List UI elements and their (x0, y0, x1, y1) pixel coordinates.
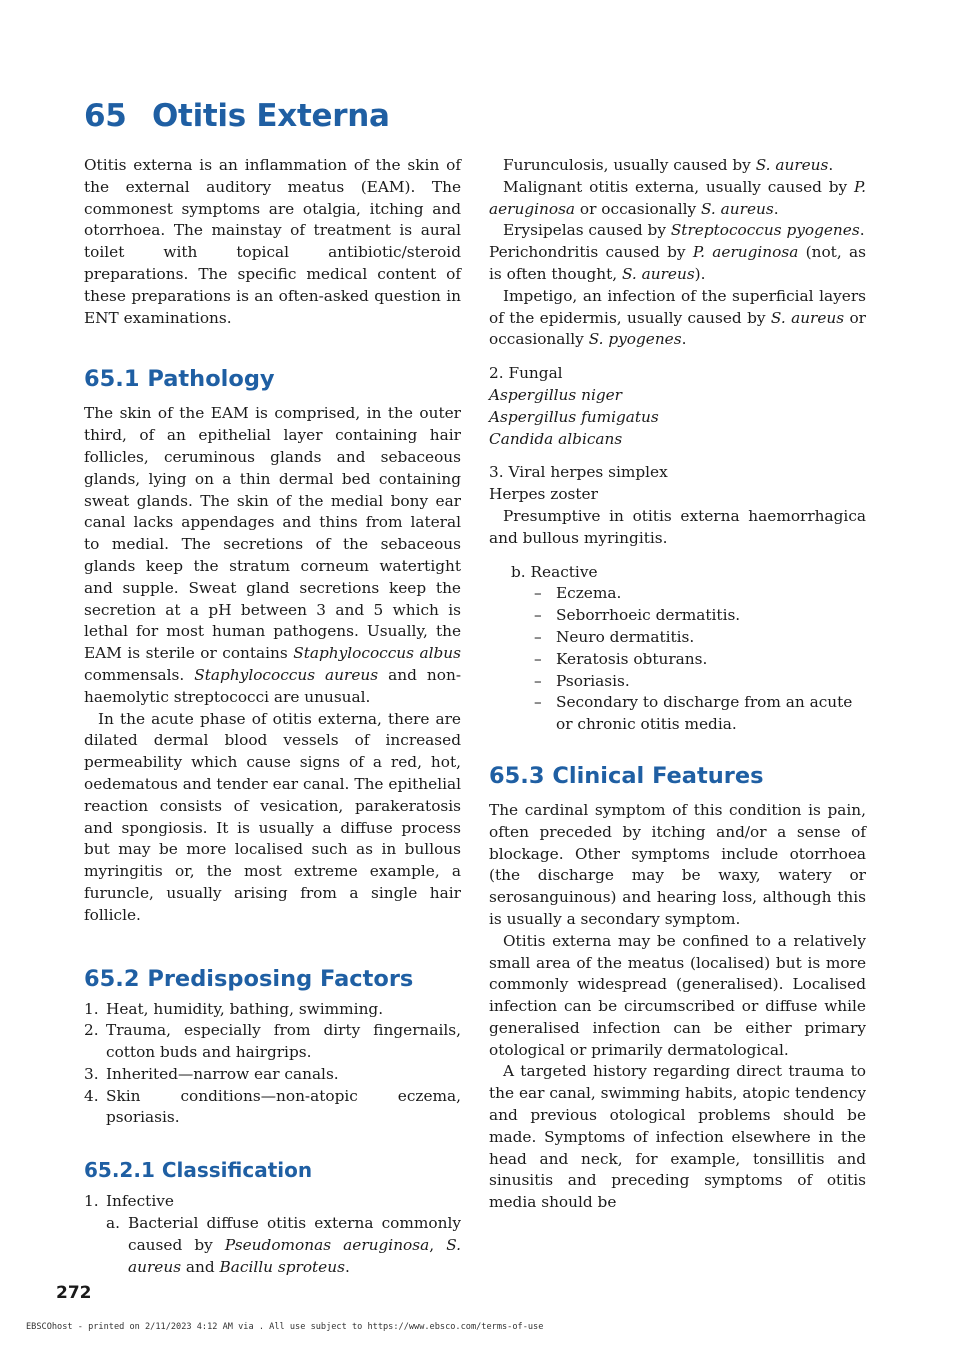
fungal-item: Aspergillus niger (489, 385, 622, 404)
list-item: 1. Infective (84, 1192, 174, 1211)
clinical-paragraph-3: A targeted history regarding direct trauma to the ear canal, swimming habits, atopic tendency and previous otological problems should be made. Symptoms of infection elsewhere in the head and neck, for example, tonsillitis and sinusitis and preceding symptoms of otitis media should be (489, 1062, 866, 1212)
section-heading-pathology: 65.1 Pathology (84, 366, 275, 393)
fungal-item: Aspergillus fumigatus (489, 407, 659, 426)
pathology-paragraph-1: The skin of the EAM is comprised, in the outer third, of an epithelial layer containing hair follicles, ceruminous glands and sebaceous glands, lying on a thin dermal bed containing sweat glands. The skin of the medial bony ear canal lacks appendages and thins from lateral to medial. The secretions of the sebaceous glands keep the stratum corneum watertight and supple. Sweat gland secretions keep the secretion at a pH between 3 and 5 which is lethal for most human pathogens. Usually, the EAM is sterile or contains Staphylococcus albus commensals. Staphylococcus aureus and non-haemolytic streptococci are unusual. (84, 404, 461, 706)
subsection-heading-classification: 65.2.1 Classification (84, 1158, 313, 1183)
clinical-paragraph-1: The cardinal symptom of this condition is pain, often preceded by itching and/or a sense of blockage. Other symptoms include otorrhoea (the discharge may be waxy, watery or serosanguinous) and hearing loss, although this is usually a secondary symptom. (489, 800, 866, 928)
impetigo-paragraph: Impetigo, an infection of the superficial layers of the epidermis, usually caused by S. aureus or occasionally S. pyogenes. (489, 286, 866, 349)
list-item: – Psoriasis. (534, 671, 630, 690)
list-item: – Eczema. (534, 584, 622, 603)
list-item: 4. Skin conditions—non-atopic eczema, psoriasis. (84, 1086, 461, 1127)
perichondritis-paragraph: Perichondritis caused by P. aeruginosa (not, as is often thought, S. aureus). (489, 243, 866, 283)
chapter-title (84, 98, 390, 134)
intro-paragraph: Otitis externa is an inflammation of the skin of the external auditory meatus (EAM). The commonest symptoms are otalgia, itching and otorrhoea. The mainstay of treatment is aural toilet with topical antibiotic/steroid preparations. The specific medical content of these preparations is an often-asked question in ENT examinations. (84, 156, 461, 327)
fungal-heading: 2. Fungal (489, 364, 563, 383)
chapter-title-text: Otitis Externa (152, 98, 390, 134)
viral-paragraph: Presumptive in otitis externa haemorrhagica and bullous myringitis. (489, 506, 866, 547)
list-item: 3. Inherited—narrow ear canals. (84, 1064, 339, 1083)
list-item: 2. Trauma, especially from dirty fingernails, cotton buds and hairgrips. (84, 1021, 461, 1062)
furunculosis-paragraph: Furunculosis, usually caused by S. aureus. (503, 156, 834, 174)
footer-notice: EBSCOhost - printed on 2/11/2023 4:12 AM via . All use subject to https://www.ebsco.com/terms-of-use (26, 1322, 544, 1332)
classification-list (84, 1191, 461, 1213)
left-column (84, 155, 461, 1278)
list-item: – Neuro dermatitis. (534, 627, 695, 646)
list-item: – Keratosis obturans. (534, 649, 708, 668)
pathology-paragraph-2: In the acute phase of otitis externa, there are dilated dermal blood vessels of increased permeability which cause signs of a red, hot, oedematous and tender ear canal. The epithelial reaction consists of vesication, parakeratosis and spongiosis. It is usually a diffuse process but may be more localised such as in bullous myringitis or, the most extreme example, a furuncle, usually arising from a single hair follicle. (84, 709, 461, 924)
chapter-number: 65 (84, 98, 127, 134)
classification-subitem-a: a. Bacterial diffuse otitis externa commonly caused by Pseudomonas aeruginosa, S. aureus and Bacillu sproteus. (106, 1214, 461, 1276)
fungal-item: Candida albicans (489, 429, 623, 448)
right-column (489, 155, 866, 1214)
section-heading-predisposing: 65.2 Predisposing Factors (84, 965, 414, 992)
predisposing-list (84, 999, 461, 1130)
list-item: – Seborrhoeic dermatitis. (534, 606, 741, 625)
reactive-heading: b. Reactive (511, 562, 598, 581)
section-heading-clinical: 65.3 Clinical Features (489, 762, 764, 789)
list-item: 1. Heat, humidity, bathing, swimming. (84, 999, 384, 1018)
clinical-paragraph-2: Otitis externa may be confined to a relatively small area of the meatus (localised) but is more commonly widespread (generalised). Localised infection can be circumscribed or diffuse while generalised infection can be either primary otological or primarily dermatological. (489, 931, 866, 1059)
erysipelas-paragraph: Erysipelas caused by Streptococcus pyogenes. (503, 221, 865, 240)
malignant-paragraph: Malignant otitis externa, usually caused by P. aeruginosa or occasionally S. aureus. (489, 177, 866, 218)
reactive-list (489, 583, 866, 736)
page-number: 272 (56, 1283, 92, 1303)
viral-item: Herpes zoster (489, 485, 598, 504)
viral-heading: 3. Viral herpes simplex (489, 463, 668, 482)
list-item: – Secondary to discharge from an acute or chronic otitis media. (534, 693, 853, 734)
